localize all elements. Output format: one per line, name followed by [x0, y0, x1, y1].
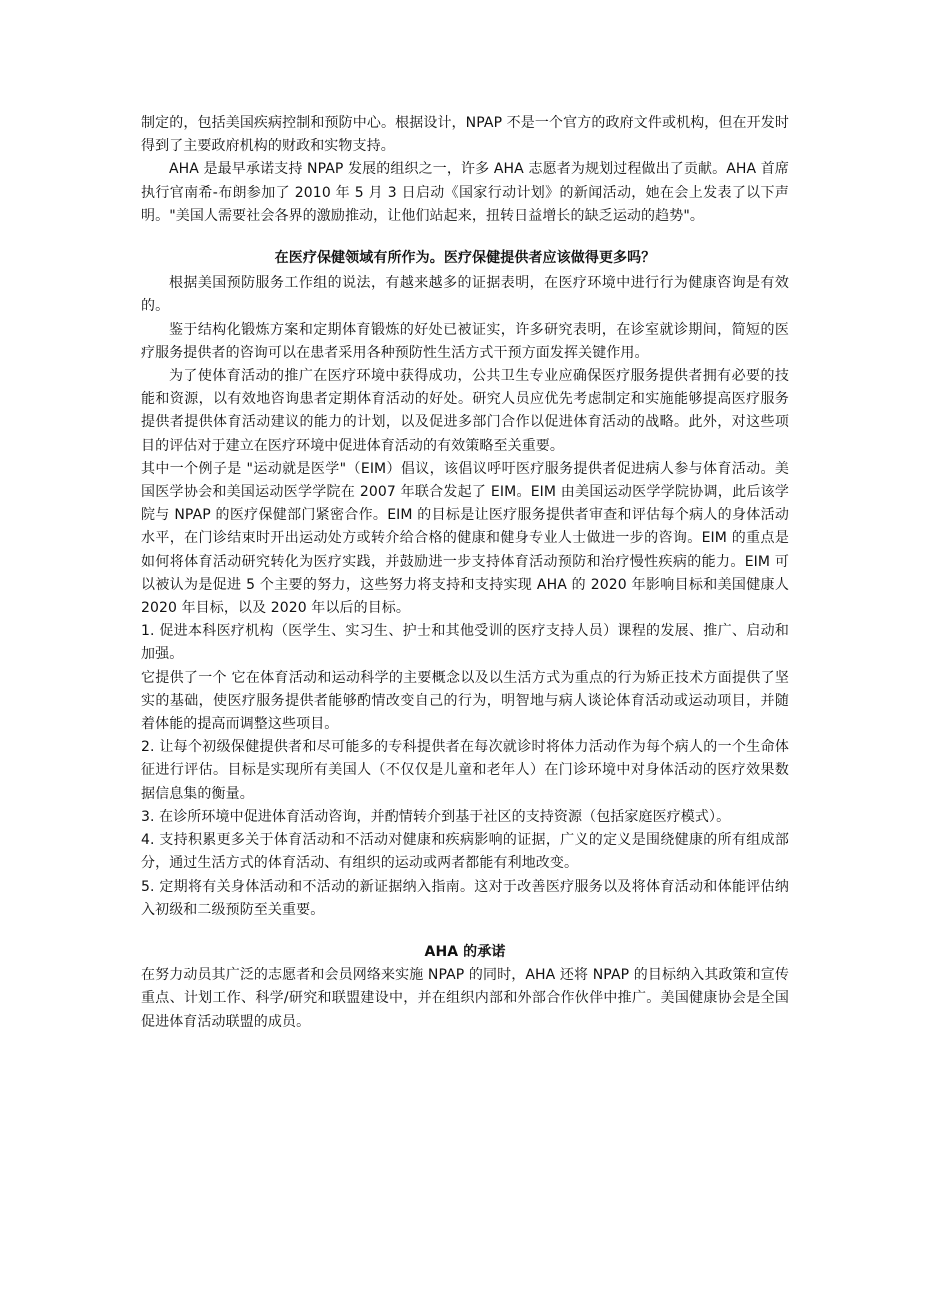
paragraph-uspstf: 根据美国预防服务工作组的说法，有越来越多的证据表明，在医疗环境中进行行为健康咨询是有效的。: [141, 275, 789, 315]
list-item-5: 5. 定期将有关身体活动和不活动的新证据纳入指南。这对于改善医疗服务以及将体育活动和体能评估纳入初级和二级预防至关重要。: [141, 878, 789, 918]
paragraph-aha-support: AHA 是最早承诺支持 NPAP 发展的组织之一，许多 AHA 志愿者为规划过程做出了贡献。AHA 首席执行官南希-布朗参加了 2010 年 5 月 3 日启动《国家行动计划》的新闻活动，她在会上发表了以下声明。"美国人需要社会各界的激励推动，让他们站起来，扭转日益增长的缺乏运动的趋势"。: [141, 161, 789, 224]
list-item-2: 2. 让每个初级保健提供者和尽可能多的专科提供者在每次就诊时将体力活动作为每个病人的一个生命体征进行评估。目标是实现所有美国人（不仅仅是儿童和老年人）在门诊环境中对身体活动的医疗效果数据信息集的衡量。: [141, 739, 789, 802]
paragraph-foundation: 它提供了一个 它在体育活动和运动科学的主要概念以及以生活方式为重点的行为矫正技术方面提供了坚实的基础，使医疗服务提供者能够酌情改变自己的行为，明智地与病人谈论体育活动或运动项目，并随着体能的提高而调整这些项目。: [141, 669, 789, 733]
list-item-1: 1. 促进本科医疗机构（医学生、实习生、护士和其他受训的医疗支持人员）课程的发展、推广、启动和加强。: [141, 623, 789, 663]
paragraph-npap-origin: 制定的，包括美国疾病控制和预防中心。根据设计，NPAP 不是一个官方的政府文件或机构，但在开发时得到了主要政府机构的财政和实物支持。: [141, 115, 789, 155]
paragraph-counseling-benefits: 鉴于结构化锻炼方案和定期体育锻炼的好处已被证实，许多研究表明，在诊室就诊期间，简短的医疗服务提供者的咨询可以在患者采用各种预防性生活方式干预方面发挥关键作用。: [141, 321, 789, 361]
section-heading-healthcare: 在医疗保健领域有所作为。医疗保健提供者应该做得更多吗？: [274, 250, 656, 267]
document-page: [141, 112, 789, 1034]
paragraph-eim: 其中一个例子是 "运动就是医学"（EIM）倡议，该倡议呼吁医疗服务提供者促进病人参与体育活动。美国医学协会和美国运动医学学院在 2007 年联合发起了 EIM。EIM 由美国运动医学学院协调，此后该学院与 NPAP 的医疗保健部门紧密合作。EIM 的目标是让医疗服务提供者审查和评估每个病人的身体活动水平，在门诊结束时开出运动处方或转介给合格的健康和健身专业人士做进一步的咨询。EIM 的重点是如何将体育活动研究转化为医疗实践，并鼓励进一步支持体育活动预防和治疗慢性疾病的能力。EIM 可以被认为是促进 5 个主要的努力，这些努力将支持和支持实现 AHA 的 2020 年影响目标和美国健康人 2020 年目标，以及 2020 年以后的目标。: [141, 460, 789, 617]
paragraph-aha-commitment: 在努力动员其广泛的志愿者和会员网络来实施 NPAP 的同时，AHA 还将 NPAP 的目标纳入其政策和宣传重点、计划工作、科学/研究和联盟建设中，并在组织内部和外部合作伙伴中推广。美国健康协会是全国促进体育活动联盟的成员。: [141, 967, 789, 1030]
list-item-4: 4. 支持积累更多关于体育活动和不活动对健康和疾病影响的证据，广义的定义是围绕健康的所有组成部分，通过生活方式的体育活动、有组织的运动或两者都能有利地改变。: [141, 832, 789, 872]
section-heading-aha-commitment: AHA 的承诺: [424, 943, 506, 960]
paragraph-public-health: 为了使体育活动的推广在医疗环境中获得成功，公共卫生专业应确保医疗服务提供者拥有必要的技能和资源，以有效地咨询患者定期体育活动的好处。研究人员应优先考虑制定和实施能够提高医疗服务提供者提供体育活动建议的能力的计划，以及促进多部门合作以促进体育活动的战略。此外，对这些项目的评估对于建立在医疗环境中促进体育活动的有效策略至关重要。: [141, 368, 789, 454]
list-item-3: 3. 在诊所环境中促进体育活动咨询，并酌情转介到基于社区的支持资源（包括家庭医疗模式）。: [141, 808, 731, 825]
